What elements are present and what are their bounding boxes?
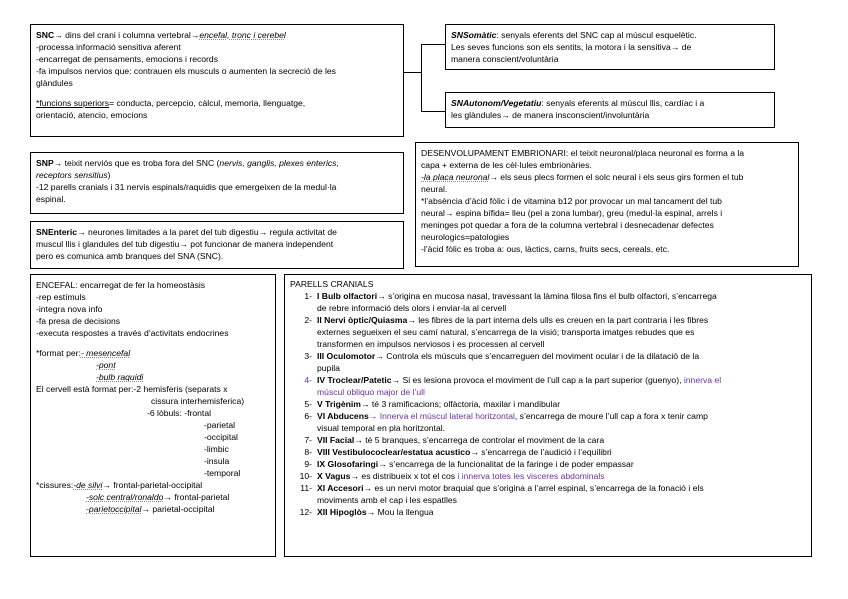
parell-text-cont: externes segueixen el seu camí natural, s’encarrega de la visió; transporta imatges rebudes que es <box>317 327 695 337</box>
snenteric-title: SNEnteric <box>36 227 78 237</box>
parell-item <box>290 410 806 422</box>
snp-text1: → teixit nerviós que es troba fora del SNC ( <box>53 158 220 168</box>
snenteric-text1: → neurones limitades a la paret del tub digestiu→ regula activitat de <box>77 227 337 237</box>
parell-num: 5- <box>304 399 312 409</box>
parell-purple-text: i innerva totes les visceres abdominals <box>455 471 605 481</box>
connector-horizontal <box>404 72 421 73</box>
snp-title: SNP <box>36 158 54 168</box>
parell-num: 9- <box>304 459 312 469</box>
snc-line: -fa impulsos nervios que: contrauen els musculs o aumenten la secreció de les <box>36 66 336 76</box>
snenteric-text3: pero es comunica amb branques del SNA (SNC). <box>36 251 224 261</box>
encefal-cissures-label: *cissures: <box>36 480 74 490</box>
snenteric-line1 <box>36 226 398 238</box>
encefal-title: ENCEFAL <box>36 280 76 290</box>
encefal-cissura-target: → parietal-occipital <box>141 504 215 514</box>
snc-functions-label: *funcions superiors <box>36 98 110 108</box>
parell-name: IV Troclear/Patetic <box>317 375 392 385</box>
parell-text: → s’encarrega de la funcionalitat de la faringe i de poder empassar <box>378 459 634 469</box>
parell-item <box>290 374 806 386</box>
desenv-text3: → els seus plecs formen el solc neural i els seus girs formen el tub <box>489 172 744 182</box>
snp-line1 <box>36 157 398 169</box>
parell-text-cont: transformen en impulsos nerviosos i es processen al cervell <box>317 339 545 349</box>
parell-num: 2- <box>304 315 312 325</box>
parell-name: I Bulb olfactori <box>317 291 378 301</box>
snsomatic-text2: Les seves funcions son els sentits, la motora i la sensitiva→ de <box>451 42 692 52</box>
snp-text2-italic: receptors sensitius <box>36 170 108 180</box>
snc-line: -encarregat de pensaments, emocions i records <box>36 54 218 64</box>
desenv-text8: neurologics=patologies <box>421 232 510 242</box>
parell-purple-text: innerva el <box>681 375 722 385</box>
encefal-lobul: -insula <box>204 456 230 466</box>
parell-text: → Mou la llengua <box>366 507 434 517</box>
encefal-line: -integra nova info <box>36 304 103 314</box>
parell-text-cont: moviments amb el cap i les espatlles <box>317 495 457 505</box>
parell-text: → té 3 ramificacions; olfàctoria, maxilar i mandibular <box>360 399 561 409</box>
snautonom-line1 <box>451 97 769 109</box>
spacer <box>36 89 398 97</box>
parell-name: XII Hipoglòs <box>317 507 367 517</box>
snc-title: SNC <box>36 30 55 40</box>
encefal-lobul: -temporal <box>204 468 241 478</box>
snautonom-box <box>445 92 775 128</box>
parell-item <box>290 458 806 470</box>
desenv-text4: neural. <box>421 184 448 194</box>
encefal-format-item: -pont <box>96 360 116 370</box>
snsomatic-line1 <box>451 29 769 41</box>
encefal-format-item: - mesencefal <box>80 348 131 358</box>
desenv-text2: capa + externa de les cèl·lules embrionàries. <box>421 160 592 170</box>
parell-purple-cont: múscul obliquo major de l’ull <box>317 387 425 397</box>
encefal-line: -executa respostes a través d’activitats endocrines <box>36 328 229 338</box>
parell-purple-text: → Innerva el múscul lateral horitzontal <box>368 411 515 421</box>
parell-num: 11- <box>300 483 312 493</box>
parell-name: X Vagus <box>317 471 351 481</box>
parell-name: II Nervi òptic/Quiasma <box>317 315 408 325</box>
encefal-cissura-name: -solc central/ronaldo <box>86 492 164 502</box>
parell-text: → les fibres de la part interna dels ulls es creuen en la part contraria i les fibres <box>407 315 709 325</box>
parell-item <box>290 398 806 410</box>
parell-num: 12- <box>299 507 312 517</box>
snenteric-text2: muscul llis i glandules del tub digestiu→ pot funcionar de manera independent <box>36 239 334 249</box>
parell-num: 1- <box>304 291 312 301</box>
desenv-text7: meninges pot quedar a fora de la columna vertebral i desnecadenar defectes <box>421 220 714 230</box>
parell-text: → es distribueix x tot el cos <box>350 471 456 481</box>
desenv-text9: -l’àcid fòlic es troba a: ous, làctics, carns, fruits secs, cereals, etc. <box>421 244 670 254</box>
encefal-lobul: -parietal <box>204 420 236 430</box>
encefal-lobul: -occipital <box>204 432 238 442</box>
parell-name: V Trigènim <box>317 399 361 409</box>
connector-vertical <box>421 44 422 112</box>
encefal-lobuls-label: -6 lòbuls: -frontal <box>147 408 212 418</box>
encefal-line: -fa presa de decisions <box>36 316 121 326</box>
parell-item <box>290 314 806 326</box>
parell-text: → s’encarrega de l’audició i l’equilibri <box>470 447 612 457</box>
parell-name: VI Abducens <box>317 411 369 421</box>
snautonom-text2: les glàndules→ de manera insconscient/involuntària <box>451 110 650 120</box>
parell-num: 7- <box>304 435 312 445</box>
encefal-box <box>30 274 276 557</box>
parell-text-cont: visual temporal en pla horitzontal. <box>317 423 446 433</box>
snautonom-title: SNAutonom/Vegetatiu <box>451 98 542 108</box>
snp-line2 <box>36 169 398 181</box>
parell-item <box>290 482 806 494</box>
snsomatic-title: SNSomàtic <box>451 30 497 40</box>
parell-name: VIII Vestibulococlear/estatua acustico <box>317 447 471 457</box>
parell-item <box>290 470 806 482</box>
snc-intro: → dins del crani i columna vertebral→ <box>54 30 200 40</box>
parell-name: III Oculomotor <box>317 351 376 361</box>
parell-text-cont: de rebre informació dels olors i enviar-la al cervell <box>317 303 507 313</box>
encefal-format-item: -bulb raquidi <box>96 372 144 382</box>
desenvolupament-box <box>415 142 799 267</box>
desenv-title: DESENVOLUPAMENT EMBRIONARI <box>421 148 566 158</box>
snsomatic-box <box>445 24 775 70</box>
parell-item <box>290 290 806 302</box>
parell-name: XI Accesori <box>317 483 364 493</box>
parell-text: , s’encarrega de moure l’ull cap a fora x tenir camp <box>514 411 708 421</box>
parell-name: IX Glosofaringi <box>317 459 379 469</box>
desenv-line3 <box>421 171 793 183</box>
snp-box <box>30 152 404 214</box>
encefal-lobul: -limbic <box>204 444 229 454</box>
encefal-cissura-target: → frontal-parietal <box>163 492 230 502</box>
encefal-format-label: *format per: <box>36 348 81 358</box>
parells-title: PARELLS CRANIALS <box>290 279 374 289</box>
snp-text1-italic: nervis, ganglis, plexes enterics, <box>219 158 339 168</box>
snc-heading-line <box>36 29 398 41</box>
encefal-cervell-line: El cervell està format per:-2 hemisferis (separats x <box>36 384 228 394</box>
parell-num: 6- <box>304 411 312 421</box>
parell-item <box>290 446 806 458</box>
parell-text: → Si es lesiona provoca el moviment de l’ull cap a la part superior (guenyo), <box>391 375 682 385</box>
parell-item <box>290 506 806 518</box>
snc-line: -processa informació sensitiva aferent <box>36 42 181 52</box>
parell-num: 4- <box>304 375 312 385</box>
desenv-text6: neural→ espina bífida= lleu (pel a zona lumbar), greu (medul·la espinal, arrels i <box>421 208 723 218</box>
snsomatic-text3: manera conscient/voluntària <box>451 54 559 64</box>
snc-functions-text: = conducta, percepcio, càlcul, memoria, llenguatge, <box>109 98 306 108</box>
encefal-cissura-row <box>36 503 270 515</box>
parell-text: → té 5 branques, s’encarrega de controlar el moviment de la cara <box>354 435 605 445</box>
snp-text3: -12 parells cranials i 31 nervis espinals/raquidis que emergeixen de la medul·la <box>36 182 337 192</box>
connector-top <box>421 44 445 45</box>
desenv-text5: *l’absència d’àcid fòlic i de vitamina b12 por provocar un mal tancament del tub <box>421 196 722 206</box>
snautonom-text1: : senyals eferents al múscul llis, cardíac i a <box>541 98 705 108</box>
encefal-format-line <box>36 347 270 359</box>
parell-num: 10- <box>299 471 312 481</box>
connector-bottom <box>421 111 445 112</box>
spacer <box>36 339 270 347</box>
encefal-title-rest: : encarregat de fer la homeostàsis <box>75 280 206 290</box>
parells-box <box>284 274 812 557</box>
encefal-cissura-row <box>36 491 270 503</box>
parell-num: 3- <box>304 351 312 361</box>
encefal-cissura-row <box>36 479 270 491</box>
snc-line: glàndules <box>36 78 73 88</box>
encefal-cissura-name: -parietoccipital <box>86 504 142 514</box>
snsomatic-text1: : senyals eferents del SNC cap al múscul esquelètic. <box>496 30 697 40</box>
snenteric-box <box>30 221 404 269</box>
parell-text: → Controla els músculs que s’encarreguen del moviment ocular i de la dilatació de la <box>375 351 700 361</box>
snc-functions <box>36 97 398 109</box>
parell-text: → es un nervi motor braquial que s’origina a l’arrel espinal, s’encarrega de la fonació i els <box>363 483 704 493</box>
snp-text2: ) <box>107 170 111 180</box>
encefal-line: -rep estímuls <box>36 292 86 302</box>
encefal-cervell-line2: cissura interhemisferica) <box>151 396 245 406</box>
parell-item <box>290 434 806 446</box>
snc-box <box>30 24 404 137</box>
parell-item <box>290 350 806 362</box>
snc-functions-cont: orientació, atencio, emocions <box>36 110 148 120</box>
desenv-text1: : el teixit neuronal/placa neuronal es forma a la <box>565 148 745 158</box>
encefal-line1 <box>36 279 270 291</box>
snc-intro-link: encefal, tronc i cerebel <box>199 30 286 40</box>
desenv-placa-label: -la placa neuronal <box>421 172 490 182</box>
parell-num: 8- <box>304 447 312 457</box>
encefal-cissura-name: -de silvi <box>73 480 103 490</box>
parell-text-cont: pupila <box>317 363 340 373</box>
parell-name: VII Facial <box>317 435 355 445</box>
desenv-line1 <box>421 147 793 159</box>
parell-text: → s’origina en mucosa nasal, travessant la làmina filosa fins el bulb olfactori, s’encarrega <box>377 291 717 301</box>
snp-text4: espinal. <box>36 194 66 204</box>
encefal-cissura-target: → frontal-parietal-occipital <box>102 480 203 490</box>
